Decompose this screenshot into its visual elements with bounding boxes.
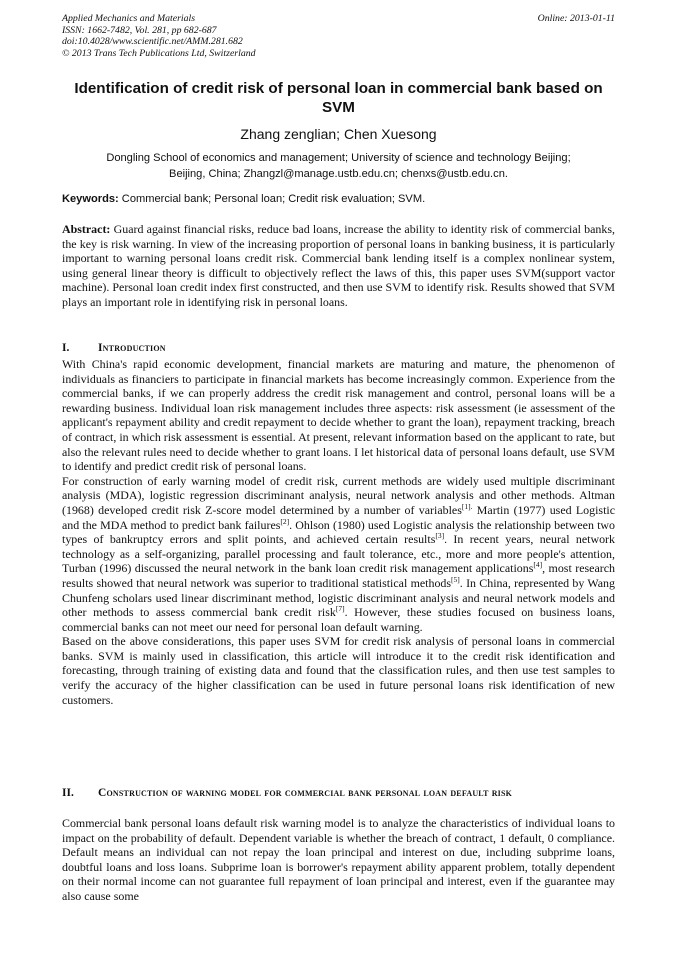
keywords-text: Commercial bank; Personal loan; Credit risk evaluation; SVM.	[118, 193, 426, 205]
affiliation-line-2: Beijing, China; Zhangzl@manage.ustb.edu.cn; chenxs@ustb.edu.cn.	[169, 168, 508, 180]
doi-line[interactable]: doi:10.4028/www.scientific.net/AMM.281.682	[62, 36, 243, 48]
section-1-title: Introduction	[98, 342, 166, 354]
citation-5[interactable]: [5]	[451, 574, 460, 584]
abstract	[62, 222, 615, 310]
affiliation	[62, 150, 615, 182]
intro-paragraph-2: For construction of early warning model of credit risk, current methods are widely used multiple discriminant analysis (MDA), logistic regression discriminant analysis, neural network analysis and other methods. Altman (1968) developed credit risk Z-score model determined by a number of variables$^{[1].}$ Martin (1977) used Logistic and the MDA method to predict bank failures[2]. Ohlson (1980) used Logistic analysis the relationship between two types of bankruptcy errors and split points, and achieved certain results[3]. In recent years, neural network technology as a self-organizing, parallel processing and fault tolerance, etc., more and more people's attention, Turban (1996) discussed the neural network in the bank loan credit risk management applications[4], most research results showed that neural network was superior to traditional statistical methods[5]. In China, represented by Wang Chunfeng scholars used linear discriminant method, logistic discriminant analysis and neural network models and other methods to assess commercial bank credit risk[7]. However, these studies focused on business loans, commercial banks can not meet our need for personal loan default warning.	[62, 473, 615, 634]
abstract-label: Abstract:	[62, 222, 111, 236]
citation-7[interactable]: [7]	[335, 604, 345, 614]
paper-title: Identification of credit risk of personal loan in commercial bank based on SVM	[74, 80, 603, 116]
section-1-body	[62, 357, 615, 707]
keywords-label: Keywords:	[62, 193, 119, 205]
section-2-number: II.	[62, 787, 74, 799]
citation-4[interactable]: [4]	[533, 560, 543, 570]
issn-line: ISSN: 1662-7482, Vol. 281, pp 682-687	[62, 24, 217, 36]
section-1-number: I.	[62, 342, 70, 354]
paper-authors: Zhang zenglian; Chen Xuesong	[240, 126, 437, 142]
section-2-body	[62, 816, 615, 904]
keywords	[62, 192, 615, 206]
section-2-paragraph-1: Commercial bank personal loans default risk warning model is to analyze the characteristics of individual loans to impact on the probability of default. Dependent variable is whether the breach of contract, 1 default, 0 compliance. Default means an individual can not repay the loan principal and interest on due, including subprime loans, doubtful loans and loss loans. Subprime loan is borrower's repayment ability apparent problem, totally dependent on their normal income can not guarantee full repayment of loan principal and interest, even if the guarantee may also cause some	[62, 816, 615, 903]
online-date: Online: 2013-01-11	[537, 13, 615, 24]
affiliation-line-1: Dongling School of economics and management; University of science and technology Beijing;	[106, 152, 571, 164]
citation-3[interactable]: [3]	[435, 531, 445, 541]
citation-1[interactable]: [1].	[461, 501, 473, 511]
section-1-heading	[62, 341, 615, 356]
journal-name: Applied Mechanics and Materials	[62, 13, 196, 24]
intro-paragraph-1: With China's rapid economic development, financial markets are maturing and mature, the phenomenon of individuals as financiers to participate in financial markets has become increasingly common. Experience from the commercial banks, if we can properly address the credit risk management and control, personal loans will be a rewarding business. Individual loan risk management includes three aspects: risk assessment (ie assessment of the applicant's repayment ability and credit repayment to decide whether to grant the loan), repayment tracking, breach of contract, in which risk assessment is essential. At present, relevant information based on the applicant to rate, but also the relevant rules need to decide whether to grant loans. I let historical data of personal loans default, use SVM to identify and predict credit risk of personal loans.	[62, 357, 615, 474]
section-2-heading	[62, 786, 615, 801]
citation-2[interactable]: [2]	[280, 516, 290, 526]
journal-header	[62, 13, 615, 59]
copyright-line: © 2013 Trans Tech Publications Ltd, Switzerland	[62, 47, 256, 59]
intro-paragraph-3: Based on the above considerations, this paper uses SVM for credit risk analysis of personal loans in commercial banks. SVM is mainly used in classification, this article will introduce it to the credit risk identification and forecasting, through training of existing data and found that the classification rules, and then use test samples to verify the accuracy of the higher classification can be used in future personal loans risk identification of new customers.	[62, 634, 615, 707]
abstract-text: Guard against financial risks, reduce bad loans, increase the ability to identity risk of commercial banks, the key is risk warning. In view of the increasing proportion of personal loans in banking business, it is particularly important to warning personal loans credit risk. Commercial bank lending itself is a complex nonlinear system, using general linear theory is difficult to objectively reflect the laws of this, this paper uses SVM(support vactor machine). Personal loan credit index first constructed, and then use SVM to identify risk. Results showed that SVM plays an important role in identifying risk in personal loans.	[62, 222, 616, 309]
section-2-title: Construction of warning model for commercial bank personal loan default risk	[98, 787, 513, 799]
